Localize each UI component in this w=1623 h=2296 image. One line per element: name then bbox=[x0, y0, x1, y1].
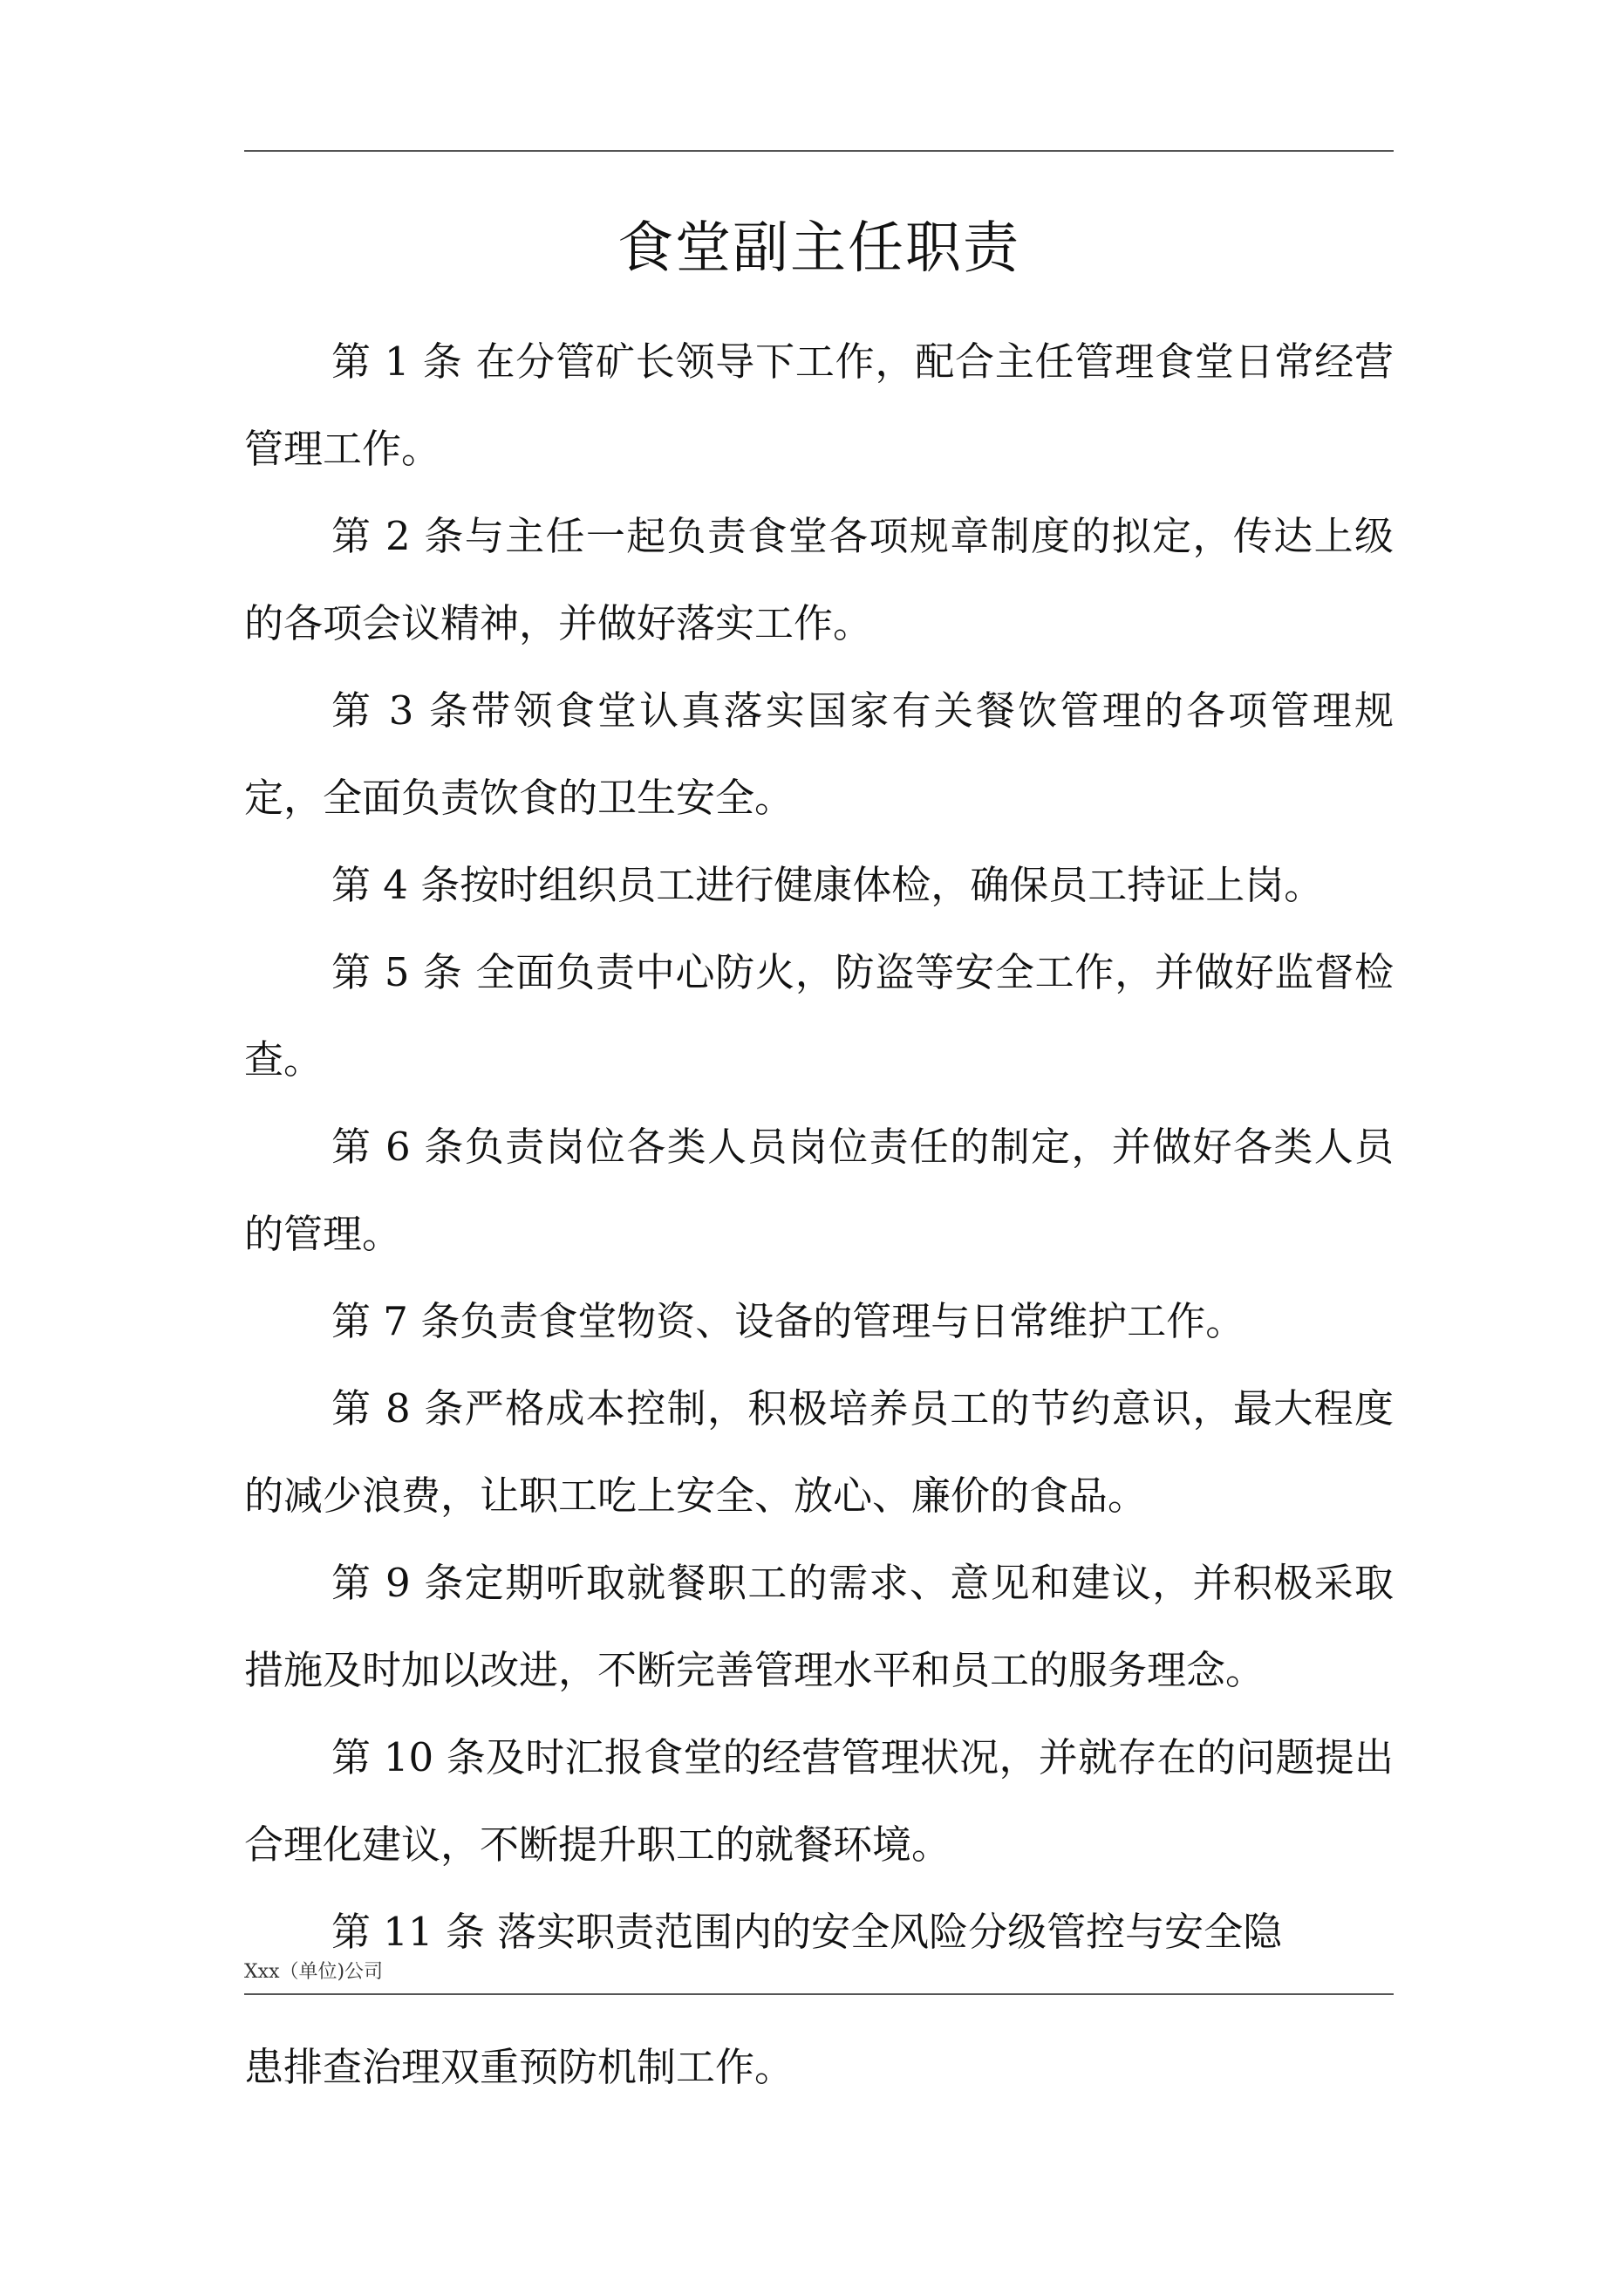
footer-rule bbox=[244, 1993, 1394, 1995]
article-11-continuation: 患排查治理双重预防机制工作。 bbox=[244, 2044, 794, 2090]
article-7: 第 7 条负责食堂物资、设备的管理与日常维护工作。 bbox=[331, 1298, 1245, 1344]
document-title: 食堂副主任职责 bbox=[617, 216, 1020, 281]
header-rule bbox=[244, 150, 1394, 152]
article-5: 第 5 条 全面负责中心防火，防盗等安全工作，并做好监督检查。 bbox=[244, 949, 1394, 1083]
footer-company-name: Xxx（单位)公司 bbox=[244, 1961, 384, 1983]
article-10: 第 10 条及时汇报食堂的经营管理状况，并就存在的问题提出合理化建议，不断提升职工的就餐环境。 bbox=[244, 1734, 1394, 1868]
article-11: 第 11 条 落实职责范围内的安全风险分级管控与安全隐 bbox=[331, 1909, 1283, 1955]
article-8: 第 8 条严格成本控制，积极培养员工的节约意识，最大程度的减少浪费，让职工吃上安全、放心、廉价的食品。 bbox=[244, 1385, 1394, 1519]
article-4: 第 4 条按时组织员工进行健康体检，确保员工持证上岗。 bbox=[331, 862, 1324, 908]
article-1: 第 1 条 在分管矿长领导下工作，配合主任管理食堂日常经营管理工作。 bbox=[244, 338, 1394, 472]
article-list bbox=[244, 318, 1394, 1976]
article-3: 第 3 条带领食堂认真落实国家有关餐饮管理的各项管理规定，全面负责饮食的卫生安全。 bbox=[244, 687, 1394, 821]
article-6: 第 6 条负责岗位各类人员岗位责任的制定，并做好各类人员的管理。 bbox=[244, 1124, 1394, 1257]
article-2: 第 2 条与主任一起负责食堂各项规章制度的拟定，传达上级的各项会议精神，并做好落实工作。 bbox=[244, 513, 1394, 646]
article-9: 第 9 条定期听取就餐职工的需求、意见和建议，并积极采取措施及时加以改进，不断完善管理水平和员工的服务理念。 bbox=[244, 1560, 1394, 1693]
